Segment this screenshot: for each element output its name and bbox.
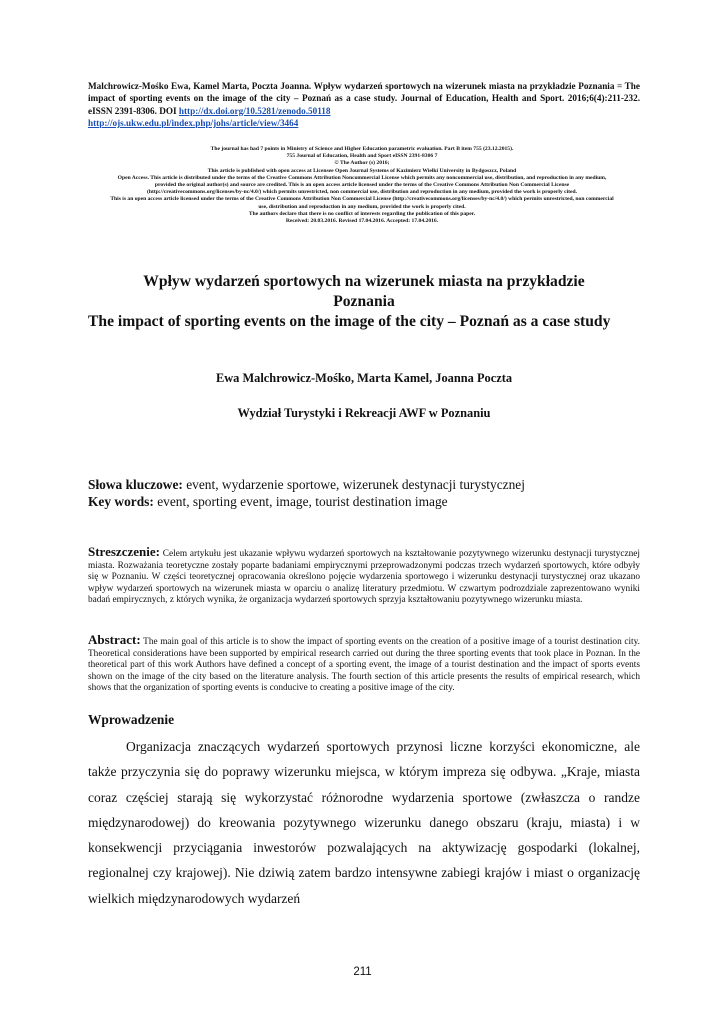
citation-text: Malchrowicz-Mośko Ewa, Kamel Marta, Poczta Joanna. Wpływ wydarzeń sportowych na wizerunek miasta na przykładzie Poznania = The impact of sporting events on the image of the city – Poznań as a case study. Journal of Education, Health and Sport. 2016;6(4):211-232. eISSN 2391-8306. DOI — [88, 81, 640, 116]
license-line: The journal has had 7 points in Ministry of Science and Higher Education parametric evaluation. Part B item 755 (23.12.2015). — [210, 146, 514, 152]
intro-paragraph — [88, 734, 640, 911]
license-line: Open Access. This article is distributed under the terms of the Creative Commons Attribution Noncommercial License which permits any noncommercial use, distribution, and reproduction in any medium, — [117, 174, 607, 181]
license-line: use, distribution and reproduction in any medium, provided the work is properly cited. — [258, 203, 466, 210]
abstract-english — [88, 634, 640, 695]
citation-block — [88, 80, 640, 129]
keywords-block — [88, 476, 648, 510]
title-english: The impact of sporting events on the image of the city – Poznań as a case study — [88, 313, 611, 330]
title-polish-line2: Poznania — [333, 293, 395, 310]
authors: Ewa Malchrowicz-Mośko, Marta Kamel, Joanna Poczta — [215, 371, 513, 385]
keywords-polish — [88, 476, 648, 493]
license-line: provided the original author(s) and source are credited. This is an open access article licensed under the terms of the Creative Commons Attribution Non Commercial License — [154, 182, 570, 189]
article-url-link[interactable]: http://ojs.ukw.edu.pl/index.php/johs/article/view/3464 — [88, 117, 299, 128]
license-line: Received: 20.03.2016. Revised 17.04.2016. Accepted: 17.04.2016. — [285, 218, 439, 225]
intro-text: Organizacja znaczących wydarzeń sportowych przynosi liczne korzyści ekonomiczne, ale także przyczynia się do poprawy wizerunku miejsca, w którym impreza się odbywa. „Kraje, miasta coraz częściej starają się wykorzystać różnorodne wydarzenia sportowe (zwłaszcza o randze międzynarodowej) do kreowania pozytywnego wizerunku danego obszaru (kraju, miasta) i w konsekwencji przyciągania inwestorów pozwalających na aktywizację gospodarki (lokalnej, regionalnej czy krajowej). Nie dziwią zatem bardzo intensywne zabiegi krajów i miast o organizację wielkich międzynarodowych wydarzeń — [88, 739, 640, 906]
abstract-english-label: Abstract: — [88, 632, 141, 647]
license-line: 755 Journal of Education, Health and Sport eISSN 2391-8306 7 — [286, 153, 438, 160]
page-number: 211 — [353, 966, 372, 978]
abstract-polish-text: Celem artykułu jest ukazanie wpływu wydarzeń sportowych na kształtowanie pozytywnego wizerunku destynacji turystycznej miasta. Rozważania teoretyczne zostały poparte badaniami empirycznymi przeprowadzonymi podczas trzech wydarzeń sportowych, które odbyły się w Poznaniu. W części teoretycznej opracowania określono pojęcie wydarzenia sportowego i wizerunku destynacji turystycznej oraz ukazano wpływ wydarzeń sportowych na wizerunek miasta w oparciu o analizę literatury przedmiotu. W czwartym podrozdziale zaprezentowano wyniki badań empirycznych, z których wynika, że organizacja wydarzeń sportowych sprzyja kształtowaniu pozytywnego wizerunku miasta. — [88, 549, 640, 606]
keywords-polish-label: Słowa kluczowe: — [88, 477, 183, 492]
keywords-polish-text: event, wydarzenie sportowe, wizerunek destynacji turystycznej — [182, 477, 525, 492]
doi-link[interactable]: http://dx.doi.org/10.5281/zenodo.50118 — [178, 105, 331, 116]
license-line: This is an open access article licensed under the terms of the Creative Commons Attribution Non Commercial License (http://creativecommons.org/licenses/by-nc/4.0/) which permits unrestricted, non commercial — [110, 196, 614, 203]
article-title — [88, 272, 640, 332]
keywords-english-text: event, sporting event, image, tourist destination image — [153, 494, 448, 509]
section-heading: Wprowadzenie — [88, 712, 175, 727]
abstract-polish — [88, 546, 640, 607]
title-polish-line1: Wpływ wydarzeń sportowych na wizerunek miasta na przykładzie — [143, 273, 585, 290]
license-line: The authors declare that there is no conflict of interests regarding the publication of this paper. — [248, 210, 476, 217]
license-line: (http://creativecommons.org/licenses/by-nc/4.0/) which permits unrestricted, non commercial use, distribution and reproduction in any medium, provided the work is properly cited. — [147, 189, 577, 196]
abstract-polish-label: Streszczenie: — [88, 544, 160, 559]
keywords-english — [88, 493, 648, 510]
keywords-english-label: Key words: — [88, 494, 154, 509]
license-line: © The Author (s) 2016; — [334, 160, 390, 167]
license-line: This article is published with open access at Licensee Open Journal Systems of Kazimierz Wielki University in Bydgoszcz, Poland — [207, 167, 517, 174]
abstract-english-text: The main goal of this article is to show the impact of sporting events on the creation of a positive image of a tourist destination city. Theoretical considerations have been supported by empirical research carried out during the three sporting events that took place in Poznan. In the theoretical part of this work Authors have defined a concept of a sporting event, the image of a tourist destination and the impact of sports events shown on the image of the city based on the literature analysis. The fourth section of this article presents the results of empirical research, which shows that the organization of sporting events is conducive to creating a positive image of the city. — [88, 637, 640, 694]
affiliation: Wydział Turystyki i Rekreacji AWF w Poznaniu — [237, 406, 491, 420]
license-block — [84, 146, 640, 225]
